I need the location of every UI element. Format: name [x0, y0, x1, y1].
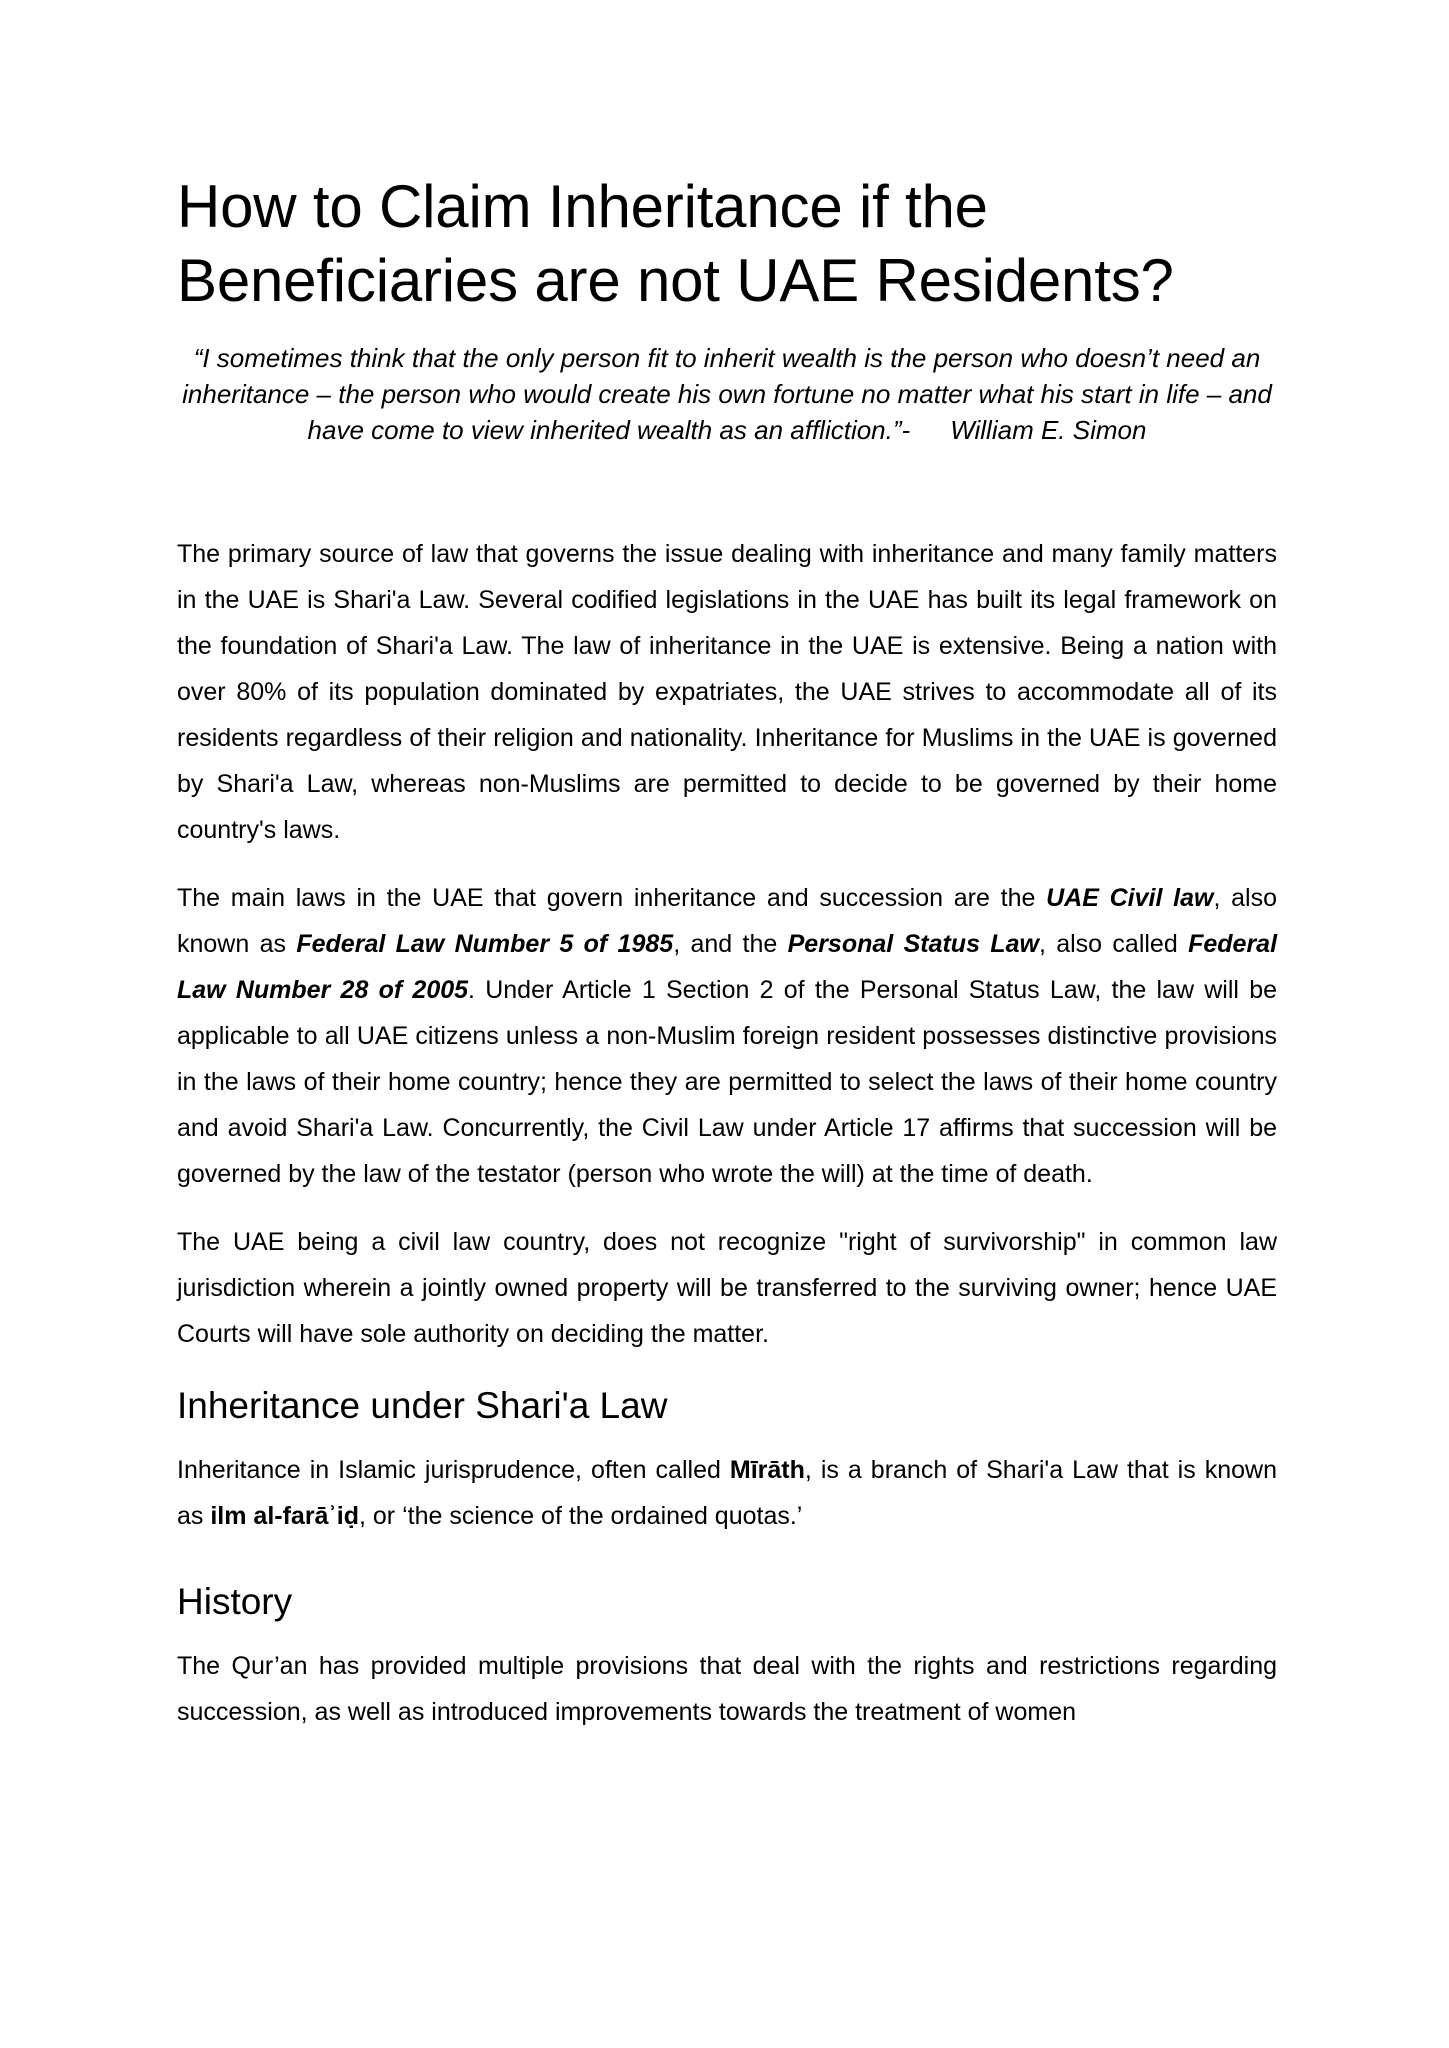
text-run: , or ‘the science of the ordained quotas.’	[359, 1502, 803, 1530]
section-heading-shariah: Inheritance under Shari'a Law	[177, 1385, 668, 1426]
text-run: , and the	[673, 930, 788, 958]
text-run: , also known as	[177, 884, 1277, 958]
emphasis-federal-law-28-2005: Federal Law Number 28 of 2005	[177, 930, 1278, 1004]
page-title: How to Claim Inheritance if the Beneficiaries are not UAE Residents?	[177, 173, 1174, 314]
epigraph-quote	[177, 340, 1277, 448]
term-ilm-al-faraid: ilm al-farāʾiḍ	[210, 1502, 360, 1530]
text-run: The main laws in the UAE that govern inheritance and succession are the	[177, 884, 1047, 912]
paragraph-survivorship: The UAE being a civil law country, does not recognize "right of survivorship" in common law jurisdiction wherein a jointly owned property will be transferred to the surviving owner; hence UAE Courts will have sole authority on deciding the matter.	[177, 1228, 1277, 1348]
paragraph-shariah-source: The primary source of law that governs the issue dealing with inheritance and many family matters in the UAE is Shari'a Law. Several codified legislations in the UAE has built its legal framework on the foundation of Shari'a Law. The law of inheritance in the UAE is extensive. Being a nation with over 80% of its population dominated by expatriates, the UAE strives to accommodate all of its residents regardless of their religion and nationality. Inheritance for Muslims in the UAE is governed by Shari'a Law, whereas non-Muslims are permitted to decide to be governed by their home country's laws.	[177, 540, 1277, 844]
emphasis-federal-law-5-1985: Federal Law Number 5 of 1985	[296, 930, 674, 958]
text-run: Inheritance in Islamic jurisprudence, often called	[177, 1456, 730, 1484]
text-run: , is a branch of Shari'a Law that is known as	[177, 1456, 1277, 1530]
text-run: . Under Article 1 Section 2 of the Personal Status Law, the law will be applicable to all UAE citizens unless a non-Muslim foreign resident possesses distinctive provisions in the laws of their home country; hence they are permitted to select the laws of their home country and avoid Shari'a Law. Concurrently, the Civil Law under Article 17 affirms that succession will be governed by the law of the testator (person who wrote the will) at the time of death.	[177, 976, 1277, 1188]
section-heading-history: History	[177, 1581, 293, 1622]
paragraph-history: The Qur’an has provided multiple provisions that deal with the rights and restrictions regarding succession, as well as introduced improvements towards the treatment of women	[177, 1652, 1277, 1726]
paragraph-main-laws	[177, 875, 1277, 1197]
text-run: , also called	[1038, 930, 1189, 958]
quote-author: William E. Simon	[950, 415, 1147, 445]
emphasis-uae-civil-law: UAE Civil law	[1046, 884, 1214, 912]
paragraph-mirath	[177, 1447, 1277, 1539]
document-page	[177, 170, 1277, 1735]
quote-text: “I sometimes think that the only person fit to inherit wealth is the person who doesn’t need an inheritance – the person who would create his own fortune no matter what his start in life – and have come to view inherited wealth as an affliction.”-	[182, 343, 1272, 445]
term-mirath: Mīrāth	[729, 1456, 805, 1484]
emphasis-personal-status-law: Personal Status Law	[787, 930, 1039, 958]
